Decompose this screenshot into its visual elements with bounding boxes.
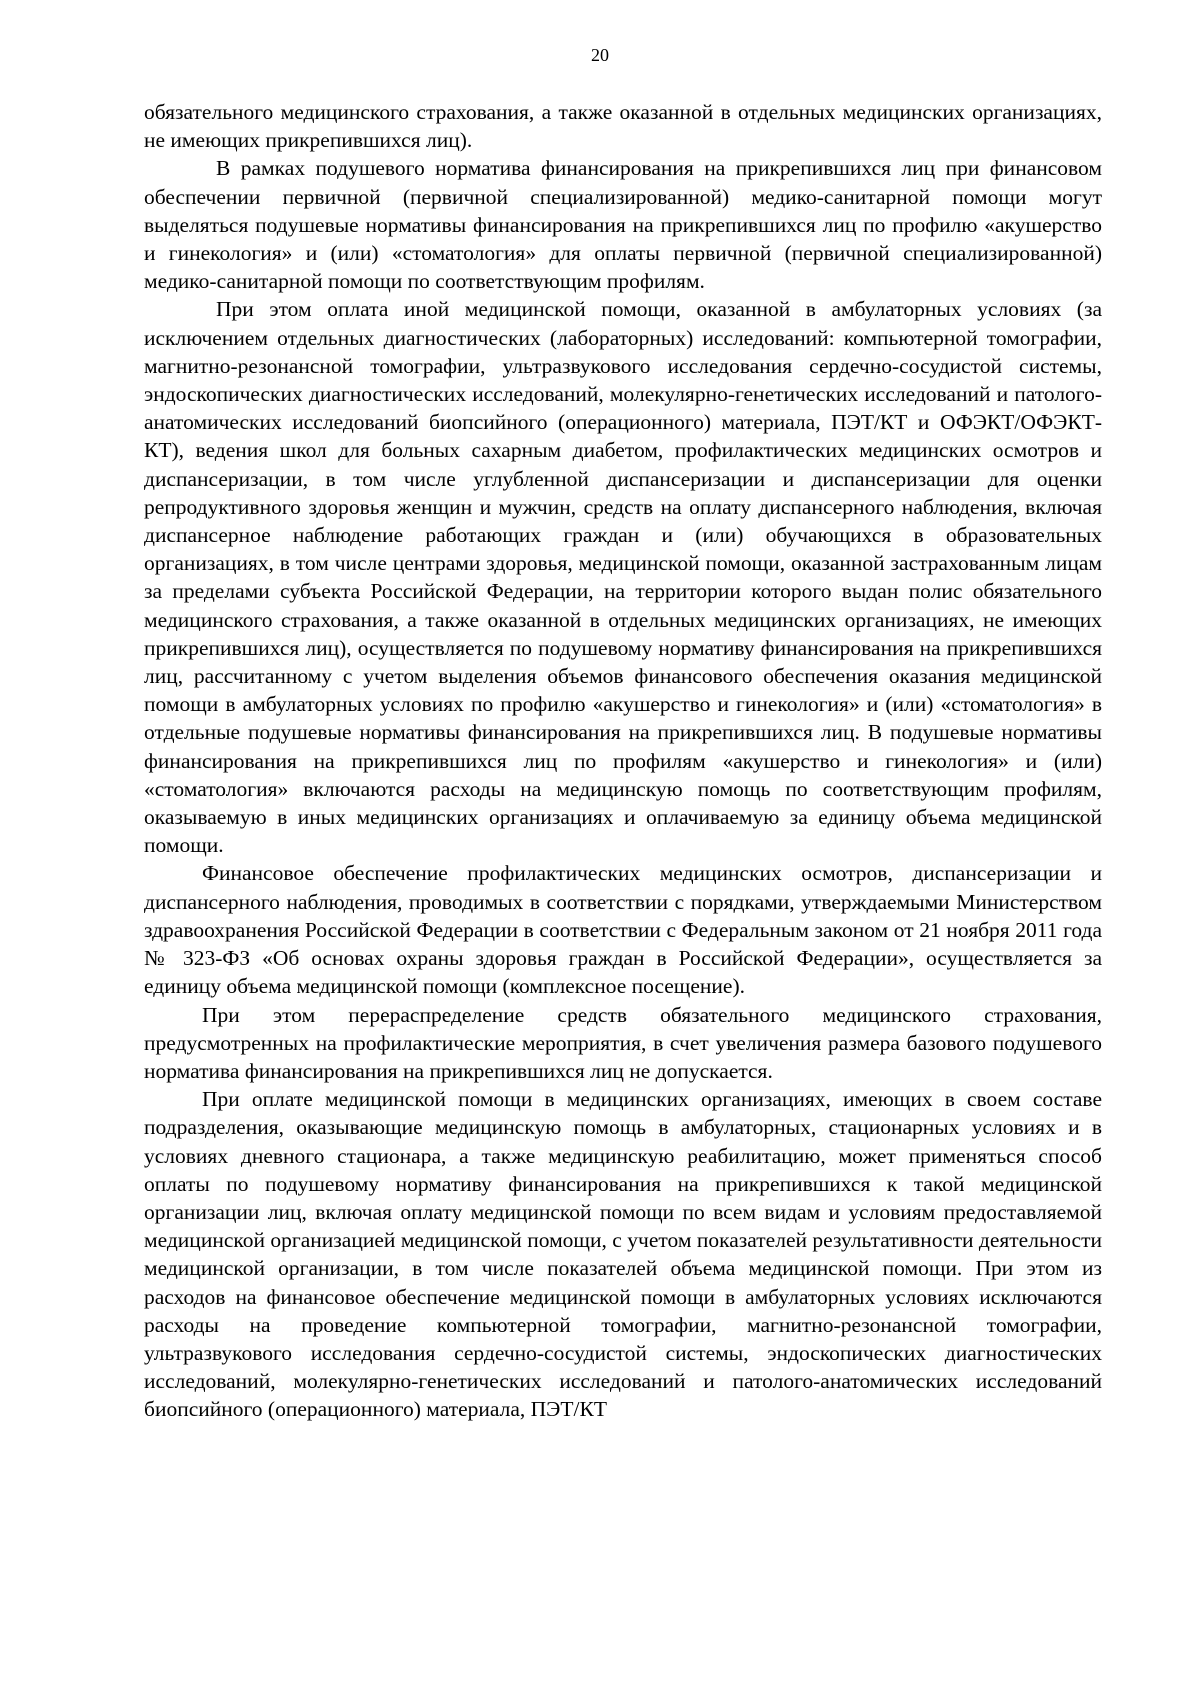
paragraph-outpatient-payment: При этом оплата иной медицинской помощи, оказанной в амбулаторных условиях (за исключением отдельных диагностических (лабораторных) исследований: компьютерной томографии, магнитно-резонансной томографии, ультразвукового исследования сердечно-сосудистой системы, эндоскопических диагностических исследований, молекулярно-генетических исследований и патолого-анатомических исследований биопсийного (операционного) материала, ПЭТ/КТ и ОФЭКТ/ОФЭКТ-КТ), ведения школ для больных сахарным диабетом, профилактических медицинских осмотров и диспансеризации, в том числе углубленной диспансеризации и диспансеризации для оценки репродуктивного здоровья женщин и мужчин, средств на оплату диспансерного наблюдения, включая диспансерное наблюдение работающих граждан и (или) обучающихся в образовательных организациях, в том числе центрами здоровья, медицинской помощи, оказанной застрахованным лицам за пределами субъекта Российской Федерации, на территории которого выдан полис обязательного медицинского страхования, а также оказанной в отдельных медицинских организациях, не имеющих прикрепившихся лиц), осуществляется по подушевому нормативу финансирования на прикрепившихся лиц, рассчитанному с учетом выделения объемов финансового обеспечения оказания медицинской помощи в амбулаторных условиях по профилю «акушерство и гинекология» и (или) «стоматология» в отдельные подушевые нормативы финансирования на прикрепившихся лиц. В подушевые нормативы финансирования на прикрепившихся лиц по профилям «акушерство и гинекология» и (или) «стоматология» включаются расходы на медицинскую помощь по соответствующим профилям, оказываемую в иных медицинских организациях и оплачиваемую за единицу объема медицинской помощи. [144,297,1102,858]
paragraph-redistribution: При этом перераспределение средств обязательного медицинского страхования, предусмотренных на профилактические мероприятия, в счет увеличения размера базового подушевого норматива финансирования на прикрепившихся лиц не допускается. [144,1002,1102,1083]
body-text [144,98,1102,1424]
paragraph-combined-payment: При оплате медицинской помощи в медицинских организациях, имеющих в своем составе подразделения, оказывающие медицинскую помощь в амбулаторных, стационарных условиях и в условиях дневного стационара, а также медицинскую реабилитацию, может применяться способ оплаты по подушевому нормативу финансирования на прикрепившихся к такой медицинской организации лиц, включая оплату медицинской помощи по всем видам и условиям предоставляемой медицинской организацией медицинской помощи, с учетом показателей результативности деятельности медицинской организации, в том числе показателей объема медицинской помощи. При этом из расходов на финансовое обеспечение медицинской помощи в амбулаторных условиях исключаются расходы на проведение компьютерной томографии, магнитно-резонансной томографии, ультразвукового исследования сердечно-сосудистой системы, эндоскопических диагностических исследований, молекулярно-генетических исследований и патолого-анатомических исследований биопсийного (операционного) материала, ПЭТ/КТ [144,1087,1102,1422]
paragraph-preventive-financing: Финансовое обеспечение профилактических медицинских осмотров, диспансеризации и диспансерного наблюдения, проводимых в соответствии с порядками, утверждаемыми Министерством здравоохранения Российской Федерации в соответствии с Федеральным законом от 21 ноября 2011 года № 323-ФЗ «Об основах охраны здоровья граждан в Российской Федерации», осуществляется за единицу объема медицинской помощи (комплексное посещение). [144,861,1102,999]
paragraph-capitation-profiles: В рамках подушевого норматива финансирования на прикрепившихся лиц при финансовом обеспечении первичной (первичной специализированной) медико-санитарной помощи могут выделяться подушевые нормативы финансирования на прикрепившихся лиц по профилю «акушерство и гинекология» и (или) «стоматология» для оплаты первичной (первичной специализированной) медико-санитарной помощи по соответствующим профилям. [144,156,1102,294]
page-number: 20 [591,45,609,65]
paragraph-continuation: обязательного медицинского страхования, а также оказанной в отдельных медицинских организациях, не имеющих прикрепившихся лиц). [144,100,1102,153]
